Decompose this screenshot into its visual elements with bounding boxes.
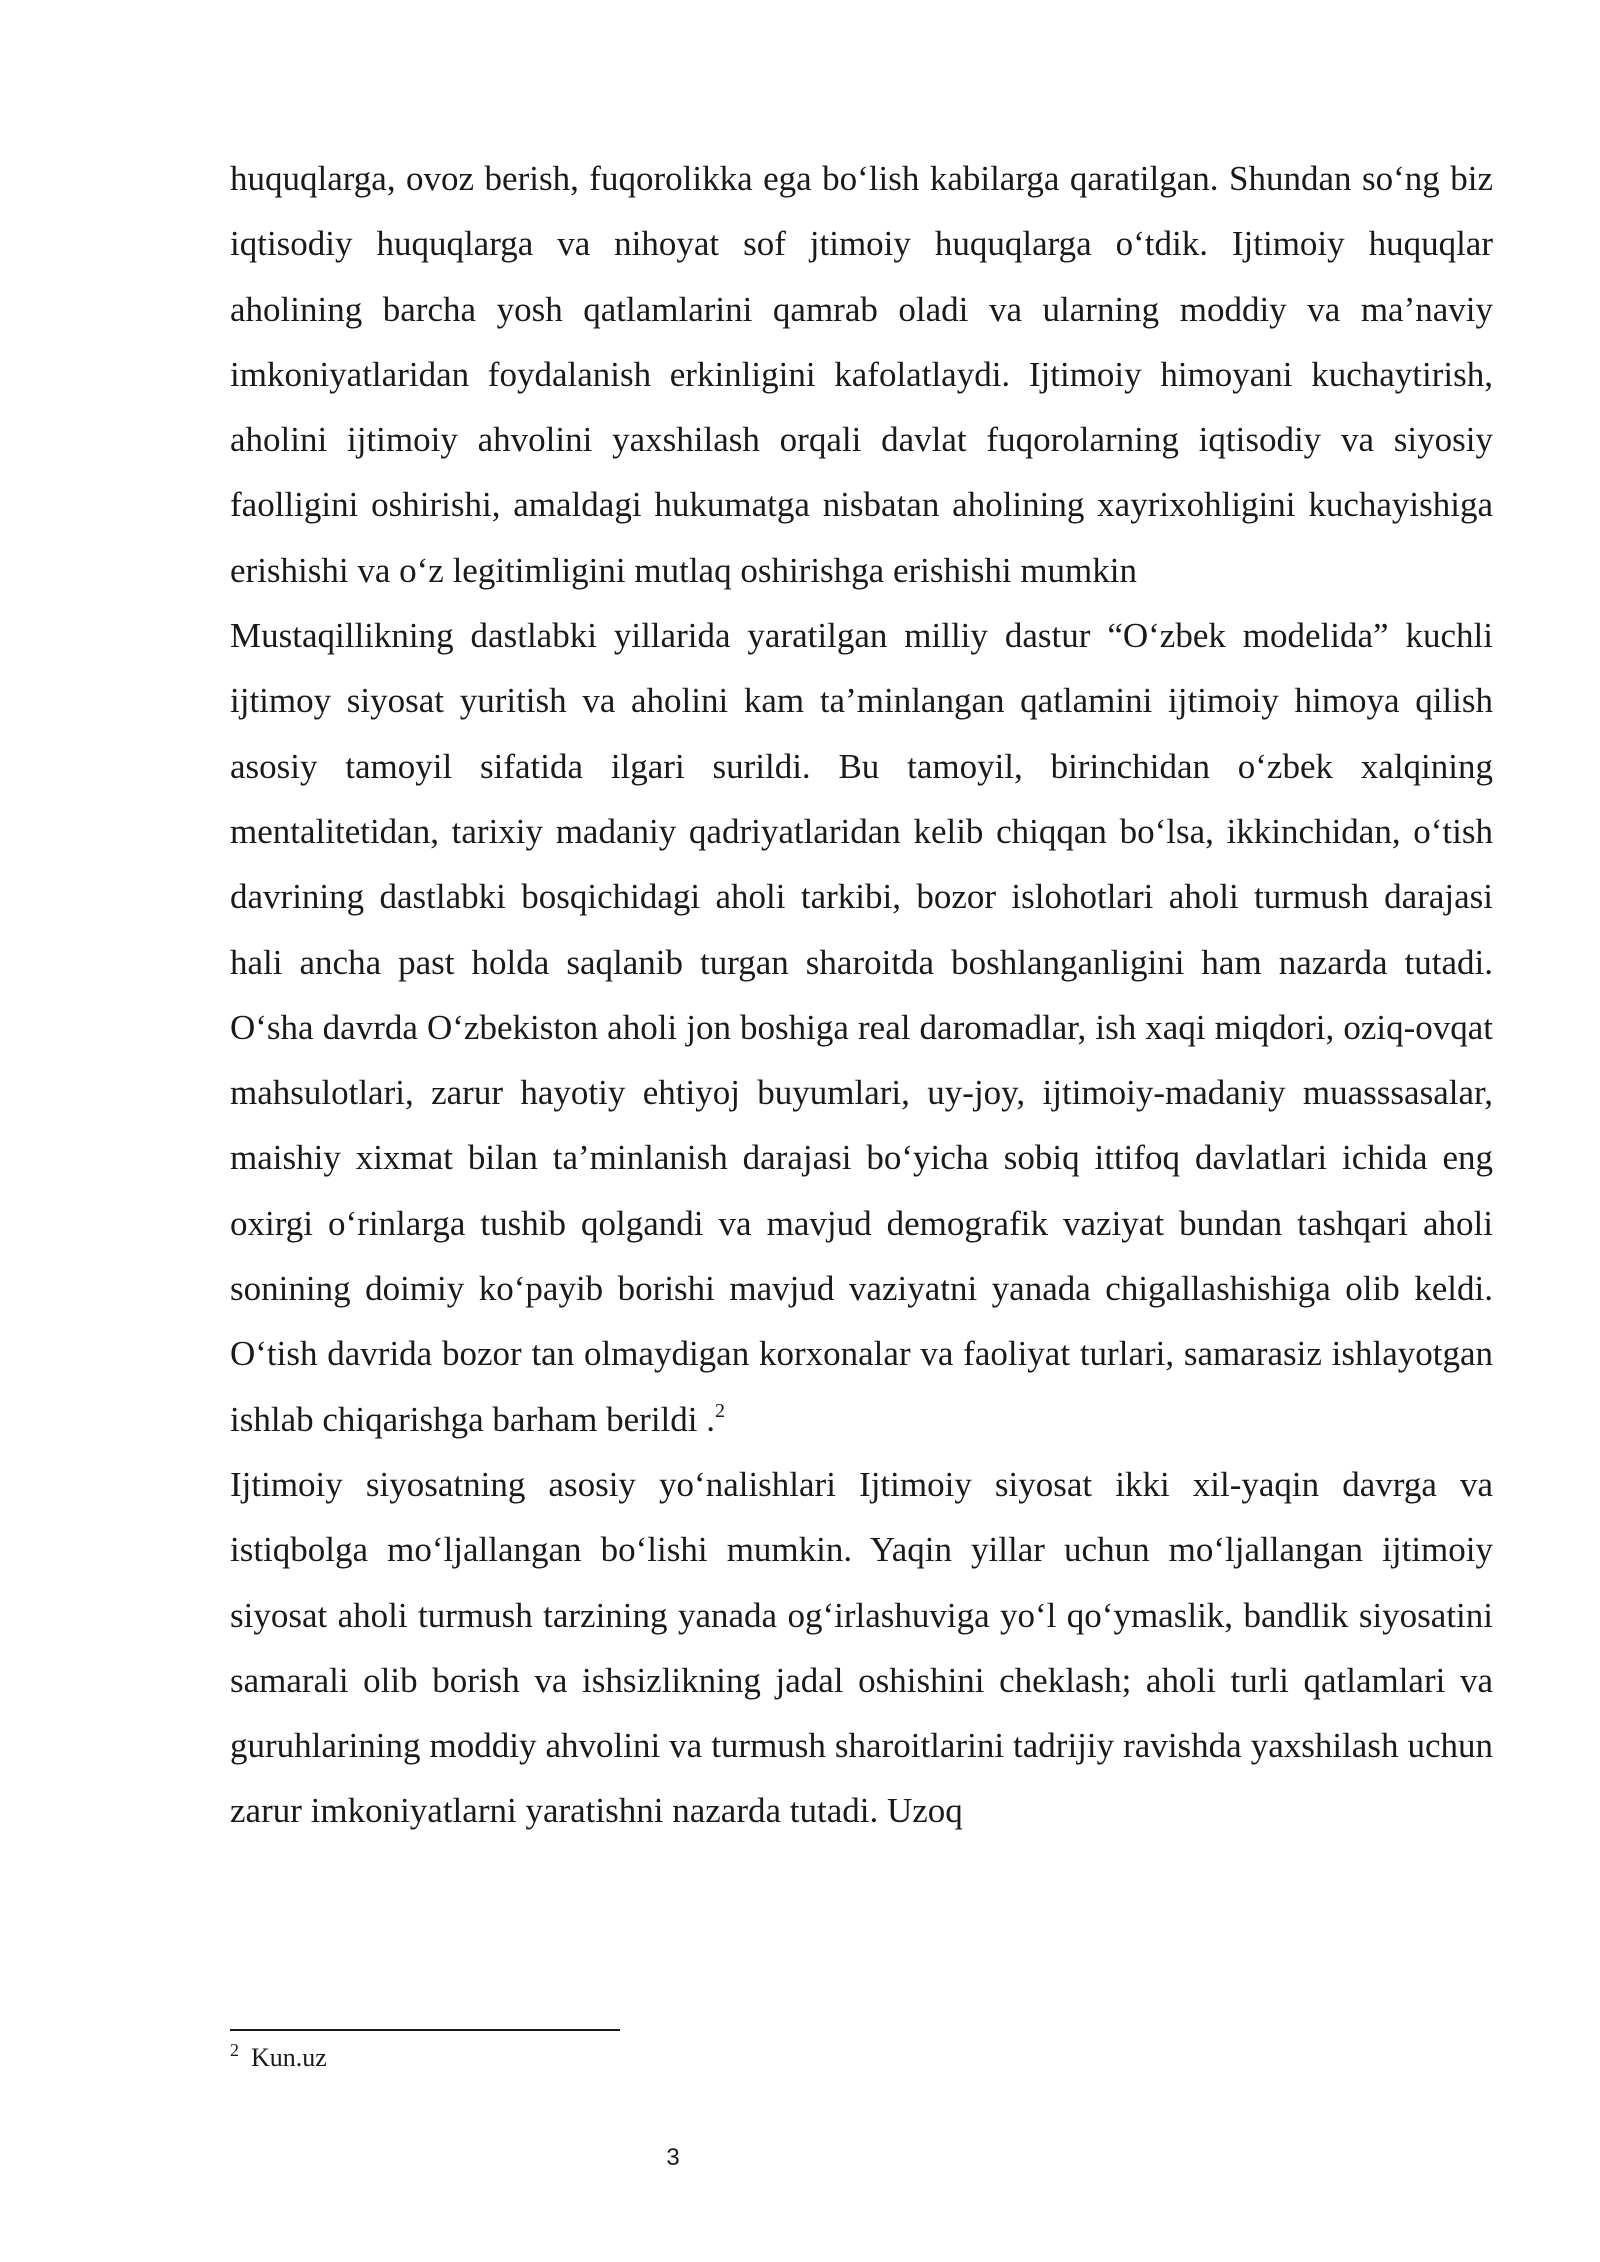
paragraph-2-text: Mustaqillikning dastlabki yillarida yaratilgan milliy dastur “O‘zbek modelida” kuchli ijtimoy siyosat yuritish va aholini kam ta’minlangan qatlamini ijtimoiy himoya qilish asosiy tamoyil sifatida ilgari surildi. Bu tamoyil, birinchidan o‘zbek xalqining mentalitetidan, tarixiy madaniy qadriyatlaridan kelib chiqqan bo‘lsa, ikkinchidan, o‘tish davrining dastlabki bosqichidagi aholi tarkibi, bozor islohotlari aholi turmush darajasi hali ancha past holda saqlanib turgan sharoitda boshlanganligini ham nazarda tutadi. O‘sha davrda O‘zbekiston aholi jon boshiga real daromadlar, ish xaqi miqdori, oziq-ovqat mahsulotlari, zarur hayotiy ehtiyoj buyumlari, uy-joy, ijtimoiy-madaniy muasssasalar, maishiy xixmat bilan ta’minlanish darajasi bo‘yicha sobiq ittifoq davlatlari ichida eng oxirgi o‘rinlarga tushib qolgandi va mavjud demografik vaziyat bundan tashqari aholi sonining doimiy ko‘payib borishi mavjud vaziyatni yanada chigallashishiga olib keldi. O‘tish davrida bozor tan olmaydigan korxonalar va faoliyat turlari, samarasiz ishlayotgan ishlab chiqarishga barham berildi .: [230, 616, 1493, 1439]
paragraph-3: Ijtimoiy siyosatning asosiy yo‘nalishlari Ijtimoiy siyosat ikki xil-yaqin davrga va istiqbolga mo‘ljallangan bo‘lishi mumkin. Yaqin yillar uchun mo‘ljallangan ijtimoiy siyosat aholi turmush tarzining yanada og‘irlashuviga yo‘l qo‘ymaslik, bandlik siyosatini samarali olib borish va ishsizlikning jadal oshishini cheklash; aholi turli qatlamlari va guruhlarining moddiy ahvolini va turmush sharoitlarini tadrijiy ravishda yaxshilash uchun zarur imkoniyatlarni yaratishni nazarda tutadi. Uzoq: [230, 1464, 1493, 1831]
footnote: [230, 2038, 327, 2078]
footnote-number: 2: [230, 2040, 239, 2060]
footnote-text: Kun.uz: [251, 2043, 327, 2072]
page-number: 3: [666, 2144, 680, 2171]
paragraph-1: huquqlarga, ovoz berish, fuqorolikka ega bo‘lish kabilarga qaratilgan. Shundan so‘ng biz iqtisodiy huquqlarga va nihoyat sof jtimoiy huquqlarga o‘tdik. Ijtimoiy huquqlar aholining barcha yosh qatlamlarini qamrab oladi va ularning moddiy va ma’naviy imkoniyatlaridan foydalanish erkinligini kafolatlaydi. Ijtimoiy himoyani kuchaytirish, aholini ijtimoiy ahvolini yaxshilash orqali davlat fuqorolarning iqtisodiy va siyosiy faolligini oshirishi, amaldagi hukumatga nisbatan aholining xayrixohligini kuchayishiga erishishi va o‘z legitimligini mutlaq oshirishga erishishi mumkin: [230, 159, 1493, 590]
footnote-separator: [230, 2029, 620, 2031]
paragraph-2: [230, 603, 1493, 1452]
footnote-reference[interactable]: 2: [715, 1399, 725, 1422]
body-text: [230, 146, 1493, 1844]
